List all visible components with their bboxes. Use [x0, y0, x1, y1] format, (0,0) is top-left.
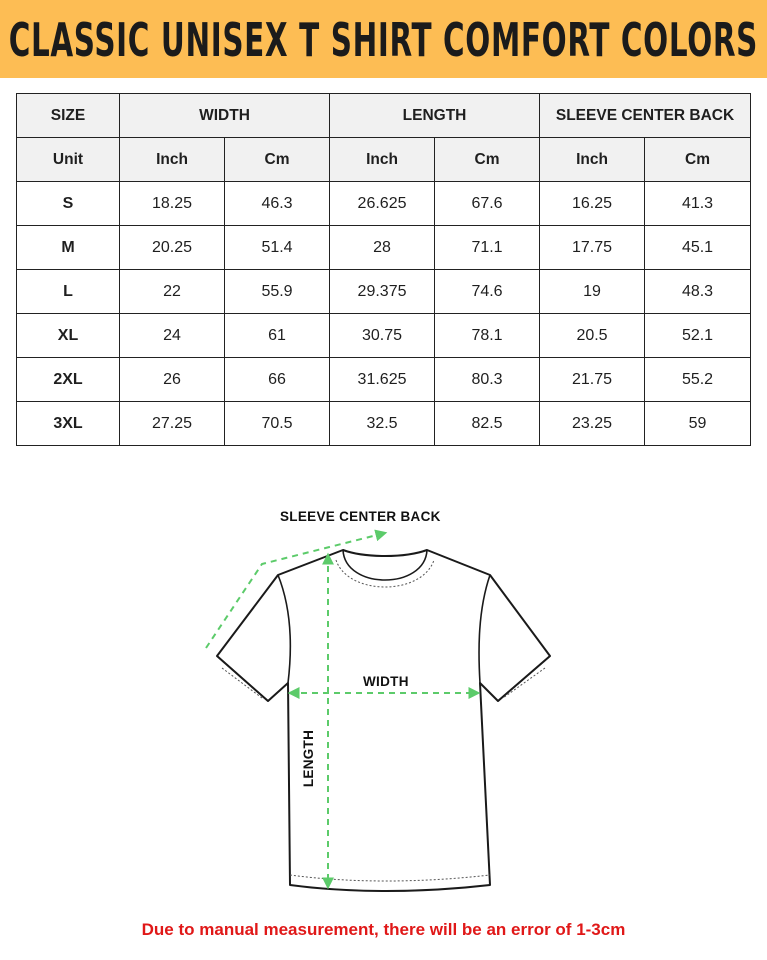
table-row — [17, 402, 751, 446]
unit-row — [17, 138, 751, 182]
table-row — [17, 182, 751, 226]
measure-cell: 46.3 — [225, 182, 330, 226]
measure-cell: 78.1 — [435, 314, 540, 358]
tshirt-diagram — [0, 500, 767, 900]
measure-cell: 20.5 — [540, 314, 645, 358]
size-cell: L — [17, 270, 120, 314]
header-row — [17, 94, 751, 138]
measure-cell: 31.625 — [330, 358, 435, 402]
sleeve-label: SLEEVE CENTER BACK — [280, 509, 441, 524]
measure-cell: 51.4 — [225, 226, 330, 270]
measure-cell: 55.9 — [225, 270, 330, 314]
measure-cell: 27.25 — [120, 402, 225, 446]
measure-cell: 48.3 — [645, 270, 751, 314]
title-banner — [0, 0, 767, 78]
unit-cell: Cm — [435, 138, 540, 182]
tshirt-illustration — [0, 500, 767, 900]
size-cell: S — [17, 182, 120, 226]
measure-cell: 19 — [540, 270, 645, 314]
size-chart-table — [16, 93, 751, 446]
measure-cell: 28 — [330, 226, 435, 270]
measure-cell: 71.1 — [435, 226, 540, 270]
size-cell: XL — [17, 314, 120, 358]
size-cell: 3XL — [17, 402, 120, 446]
measure-cell: 26.625 — [330, 182, 435, 226]
width-header: WIDTH — [120, 94, 330, 138]
measure-cell: 29.375 — [330, 270, 435, 314]
measure-cell: 26 — [120, 358, 225, 402]
measure-cell: 22 — [120, 270, 225, 314]
measure-cell: 32.5 — [330, 402, 435, 446]
measure-cell: 18.25 — [120, 182, 225, 226]
measure-cell: 59 — [645, 402, 751, 446]
table-row — [17, 226, 751, 270]
measure-cell: 80.3 — [435, 358, 540, 402]
measure-cell: 55.2 — [645, 358, 751, 402]
size-header: SIZE — [17, 94, 120, 138]
unit-label: Unit — [17, 138, 120, 182]
measure-cell: 30.75 — [330, 314, 435, 358]
measurement-note: Due to manual measurement, there will be an error of 1-3cm — [141, 920, 626, 939]
size-cell: M — [17, 226, 120, 270]
width-label: WIDTH — [363, 674, 409, 689]
measure-cell: 24 — [120, 314, 225, 358]
unit-cell: Cm — [645, 138, 751, 182]
table-row — [17, 314, 751, 358]
length-label: LENGTH — [301, 729, 317, 788]
page-title: CLASSIC UNISEX T SHIRT COMFORT COLORS — [8, 13, 759, 67]
measure-cell: 82.5 — [435, 402, 540, 446]
measure-cell: 67.6 — [435, 182, 540, 226]
shirt-outline — [217, 550, 550, 891]
unit-cell: Inch — [330, 138, 435, 182]
table-row — [17, 358, 751, 402]
measure-cell: 41.3 — [645, 182, 751, 226]
size-cell: 2XL — [17, 358, 120, 402]
unit-cell: Cm — [225, 138, 330, 182]
measure-cell: 17.75 — [540, 226, 645, 270]
measure-cell: 66 — [225, 358, 330, 402]
measure-cell: 52.1 — [645, 314, 751, 358]
unit-cell: Inch — [540, 138, 645, 182]
measure-cell: 20.25 — [120, 226, 225, 270]
unit-cell: Inch — [120, 138, 225, 182]
length-header: LENGTH — [330, 94, 540, 138]
measure-cell: 23.25 — [540, 402, 645, 446]
measure-cell: 74.6 — [435, 270, 540, 314]
measure-cell: 70.5 — [225, 402, 330, 446]
measure-cell: 21.75 — [540, 358, 645, 402]
measure-cell: 16.25 — [540, 182, 645, 226]
measure-cell: 61 — [225, 314, 330, 358]
sleeve-header: SLEEVE CENTER BACK — [540, 94, 751, 138]
measure-cell: 45.1 — [645, 226, 751, 270]
table-row — [17, 270, 751, 314]
